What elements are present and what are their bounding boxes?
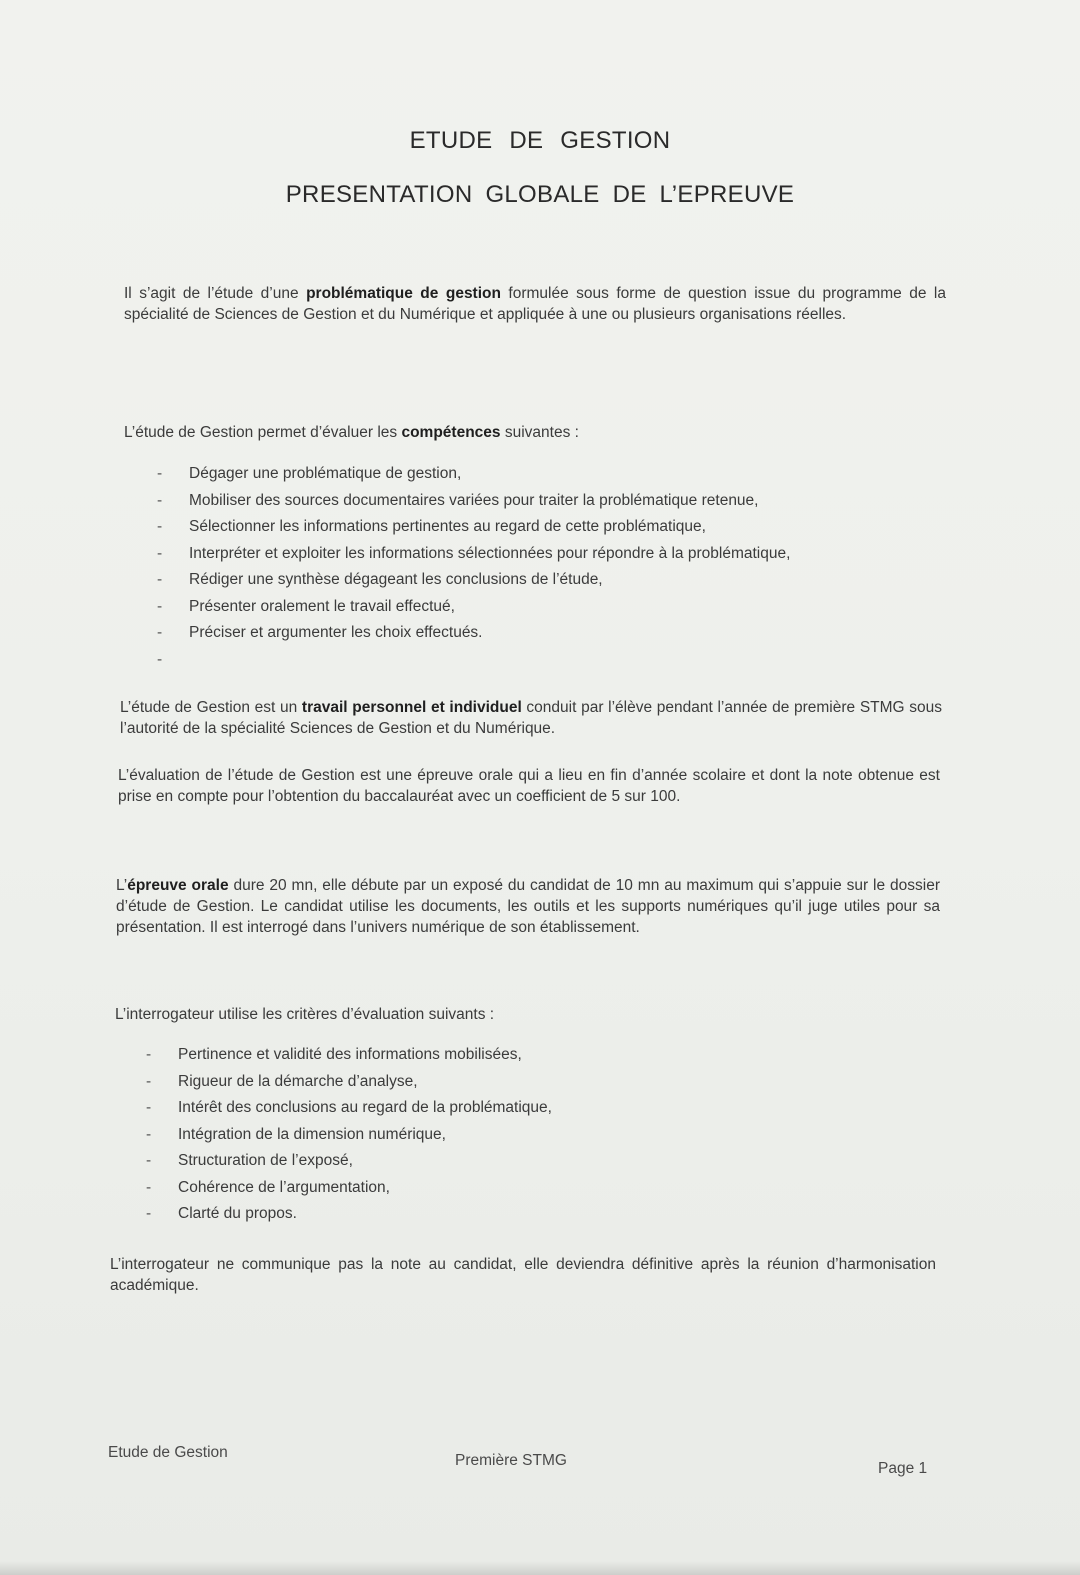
travail-bold: travail personnel et individuel bbox=[301, 699, 522, 716]
intro-bold: problématique de gestion bbox=[306, 285, 501, 302]
intro-paragraph: Il s’agit de l’étude d’une problématique de gestion formulée sous forme de question issue du programme de la spécialité de Sciences de Gestion et du Numérique et appliquée à une ou plusieurs organisations réelles. bbox=[124, 285, 946, 323]
competences-bold: compétences bbox=[401, 424, 501, 441]
epreuve-paragraph: L’épreuve orale dure 20 mn, elle débute par un exposé du candidat de 10 mn au maximum qui s’appuie sur le dossier d’étude de Gestion. Le candidat utilise les documents, les outils et les supports numériques qu’il juge utiles pour sa présentation. Il est interrogé dans l’univers numérique de son établissement. bbox=[116, 877, 940, 936]
list-item: - Interpréter et exploiter les informations sélectionnées pour répondre à la problématique, bbox=[157, 544, 791, 562]
criteres-intro: L’interrogateur utilise les critères d’évaluation suivants : bbox=[115, 1006, 495, 1023]
epreuve-bold: épreuve orale bbox=[127, 877, 229, 894]
criteres-list bbox=[146, 1042, 552, 1228]
list-item: - Cohérence de l’argumentation, bbox=[146, 1178, 390, 1196]
list-item: - Intégration de la dimension numérique, bbox=[146, 1125, 446, 1143]
list-item: - Rédiger une synthèse dégageant les conclusions de l’étude, bbox=[157, 571, 603, 588]
evaluation-paragraph: L’évaluation de l’étude de Gestion est une épreuve orale qui a lieu en fin d’année scolaire et dont la note obtenue est prise en compte pour l’obtention du baccalauréat avec un coefficient de 5 sur 100. bbox=[118, 767, 940, 805]
list-item: - Structuration de l’exposé, bbox=[146, 1152, 353, 1169]
page-title: ETUDE DE GESTION bbox=[409, 127, 671, 154]
list-item: - Présenter oralement le travail effectué, bbox=[157, 597, 455, 615]
list-item: - Sélectionner les informations pertinentes au regard de cette problématique, bbox=[157, 518, 706, 535]
list-item: - Dégager une problématique de gestion, bbox=[157, 465, 462, 482]
list-item: - Pertinence et validité des informations mobilisées, bbox=[146, 1046, 522, 1063]
list-item: - Intérêt des conclusions au regard de la problématique, bbox=[146, 1099, 552, 1116]
conclusion-paragraph: L’interrogateur ne communique pas la note au candidat, elle deviendra définitive après la réunion d’harmonisation académique. bbox=[110, 1256, 936, 1294]
travail-paragraph: L’étude de Gestion est un travail personnel et individuel conduit par l’élève pendant l’année de première STMG sous l’autorité de la spécialité Sciences de Gestion et du Numérique. bbox=[120, 699, 943, 737]
footer-left: Etude de Gestion bbox=[108, 1444, 228, 1461]
list-item: - Préciser et argumenter les choix effectués. bbox=[157, 624, 483, 641]
competences-intro: L’étude de Gestion permet d’évaluer les compétences suivantes : bbox=[124, 424, 579, 441]
footer-center: Première STMG bbox=[455, 1452, 567, 1469]
list-item: - Clarté du propos. bbox=[146, 1205, 297, 1222]
list-item: - bbox=[157, 650, 163, 668]
list-item: - Rigueur de la démarche d’analyse, bbox=[146, 1072, 418, 1090]
footer-page-number: Page 1 bbox=[878, 1460, 928, 1477]
competences-list bbox=[157, 461, 791, 673]
list-item: - Mobiliser des sources documentaires variées pour traiter la problématique retenue, bbox=[157, 491, 759, 509]
page-subtitle: PRESENTATION GLOBALE DE L’EPREUVE bbox=[285, 181, 795, 208]
